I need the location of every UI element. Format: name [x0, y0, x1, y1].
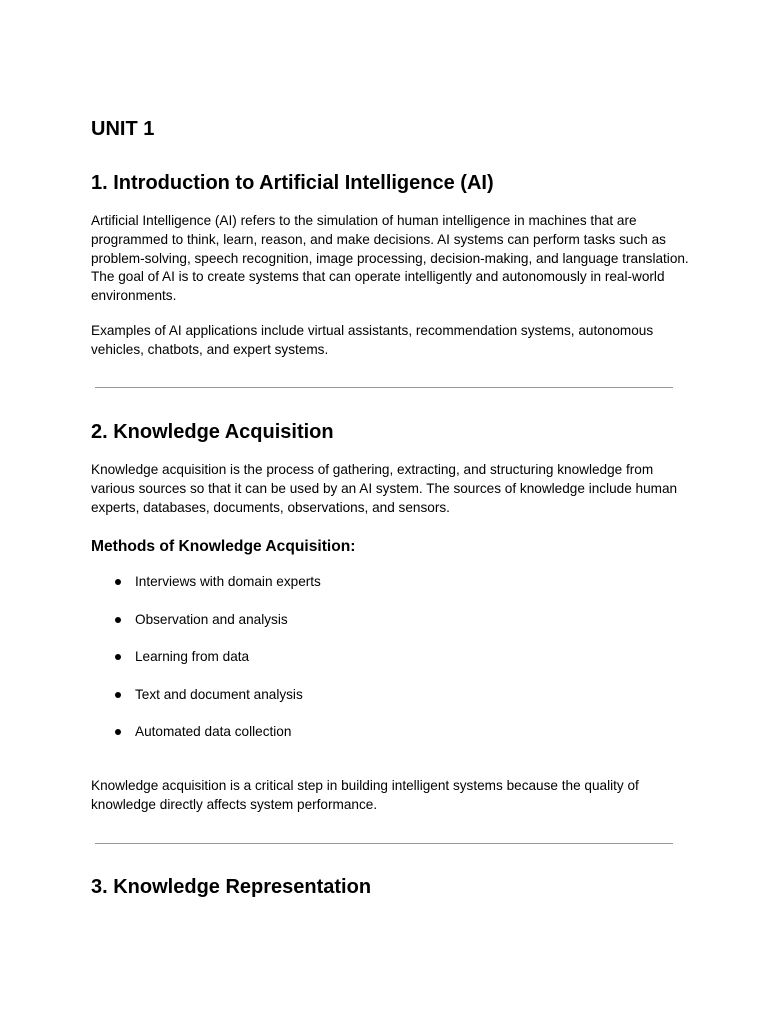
section-divider — [95, 387, 673, 388]
section-divider — [95, 843, 673, 844]
bullet-icon — [115, 692, 121, 698]
section-heading-knowledge-acquisition: 2. Knowledge Acquisition — [91, 421, 334, 443]
list-item-text: Observation and analysis — [135, 611, 288, 627]
knowledge-acquisition-intro: Knowledge acquisition is the process of gathering, extracting, and structuring knowledge from various sources so that it can be used by an AI system. The sources of knowledge include human experts, databases, documents, observations, and sensors. — [91, 462, 678, 515]
list-item-text: Interviews with domain experts — [135, 574, 321, 589]
bullet-icon — [115, 617, 121, 623]
list-item-text: Text and document analysis — [135, 686, 303, 702]
knowledge-acquisition-closing: Knowledge acquisition is a critical step in building intelligent systems because the quality of knowledge directly affects system performance. — [91, 778, 639, 812]
section-heading-intro-ai: 1. Introduction to Artificial Intelligence (AI) — [91, 172, 494, 194]
bullet-icon — [115, 729, 121, 735]
list-item-text: Automated data collection — [135, 724, 292, 740]
methods-heading: Methods of Knowledge Acquisition: — [91, 538, 356, 555]
section-heading-knowledge-representation: 3. Knowledge Representation — [91, 876, 372, 898]
bullet-icon — [115, 654, 121, 660]
unit-title: UNIT 1 — [91, 118, 155, 140]
intro-ai-paragraph: Artificial Intelligence (AI) refers to the simulation of human intelligence in machines that are programmed to think, learn, reason, and make decisions. AI systems can perform tasks such as problem-solving, speech recognition, image processing, decision-making, and language translation. The goal of AI is to create systems that can operate intelligently and autonomously in real-world environments. — [91, 213, 689, 304]
list-item-text: Learning from data — [135, 649, 250, 665]
ai-applications-paragraph: Examples of AI applications include virtual assistants, recommendation systems, autonomous vehicles, chatbots, and expert systems. — [91, 323, 654, 357]
bullet-icon — [115, 579, 121, 585]
